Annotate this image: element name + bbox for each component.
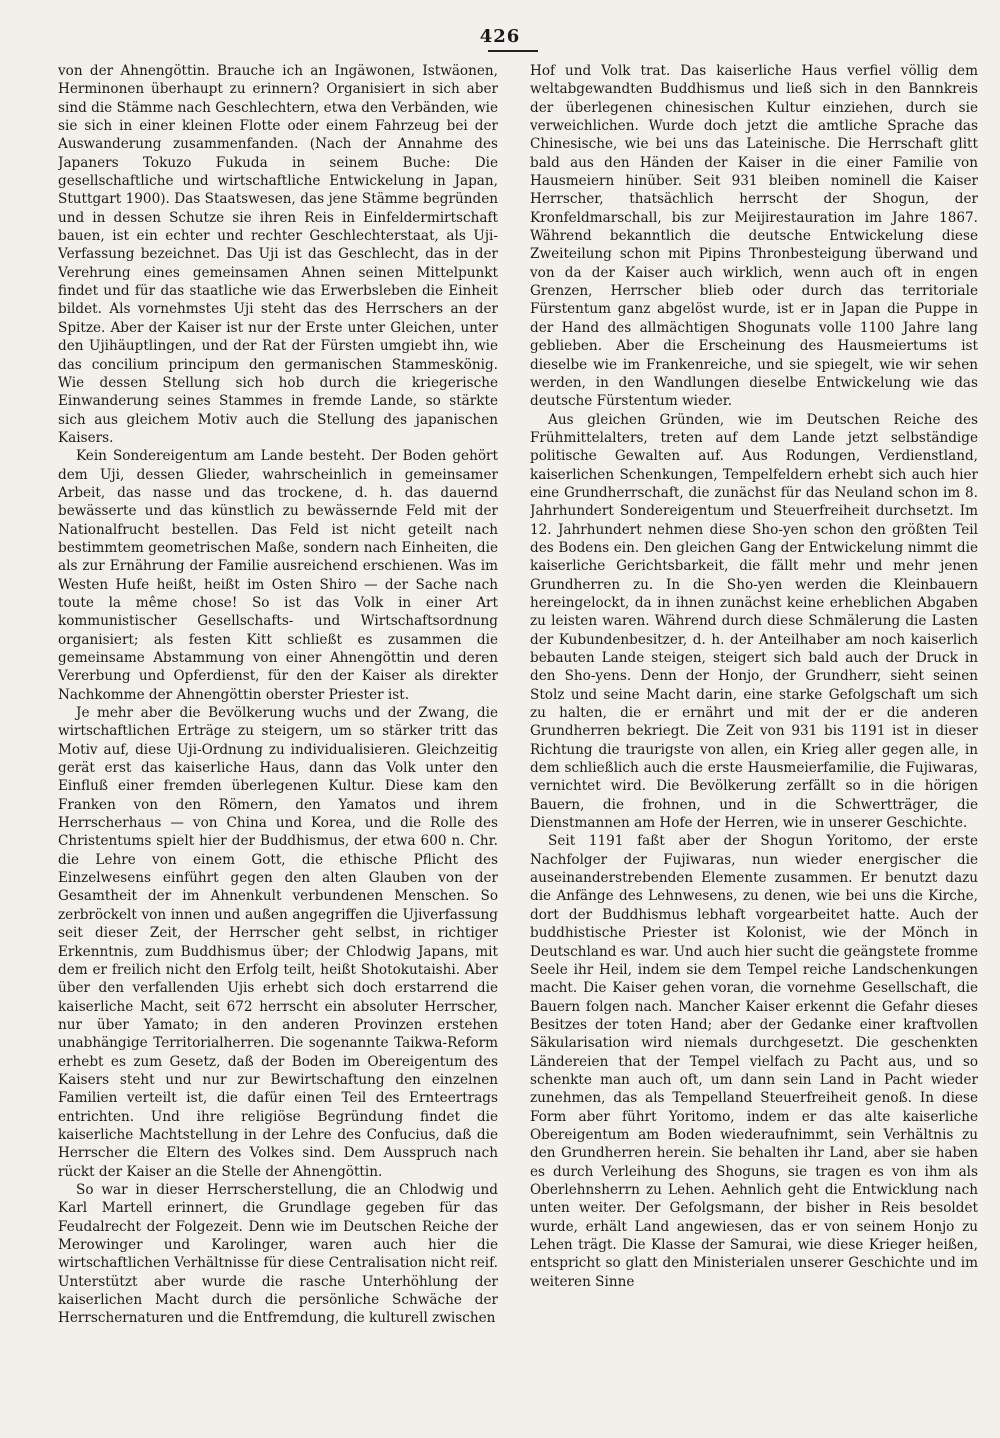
left-paragraph-1: von der Ahnengöttin. Brauche ich an Ingäwonen, Istwäonen, Herminonen überhaupt zu erinnern? Organisiert in sich aber sind die Stämme nach Geschlechtern, etwa den Verbänden, wie sie sich in einer kleinen Flotte oder einem Fahrzeug bei der Auswanderung zusammenfanden. (Nach der Annahme des Japaners Tokuzo Fukuda in seinem Buche: Die gesellschaftliche und wirtschaftliche Entwickelung in Japan, Stuttgart 1900). Das Staatswesen, das jene Stämme begründen und in dessen Schutze sie ihren Reis in Einfeldermirtschaft bauen, ist ein echter und rechter Geschlechterstaat, als Uji-Verfassung bezeichnet. Das Uji ist das Geschlecht, das in der Verehrung eines gemeinsamen Ahnen seinen Mittelpunkt findet und für das staatliche wie das Erwerbsleben die Einheit bildet. Als vornehmstes Uji steht das des Herrschers an der Spitze. Aber der Kaiser ist nur der Erste unter Gleichen, unter den Ujihäuptlingen, und der Rat der Fürsten umgiebt ihn, wie das concilium principum den germanischen Stammeskönig. Wie dessen Stellung sich hob durch die kriegerische Einwanderung seines Stammes in fremde Lande, so stärkte sich aus gleichem Motiv auch die Stellung des japanischen Kaisers. (58, 63, 498, 446)
right-column (530, 62, 978, 1407)
left-paragraph-3: Je mehr aber die Bevölkerung wuchs und der Zwang, die wirtschaftlichen Erträge zu steigern, um so stärker tritt das Motiv auf, diese Uji-Ordnung zu individualisieren. Gleichzeitig gerät erst das kaiserliche Haus, dann das Volk unter den Einfluß einer fremden überlegenen Kultur. Diese kam den Franken von den Römern, den Yamatos und ihrem Herrscherhaus — von China und Korea, und die Rolle des Christentums spielt hier der Buddhismus, der etwa 600 n. Chr. die Lehre von einem Gott, die ethische Pflicht des Einzelwesens einführt gegen den alten Glauben von der Gesamtheit der im Ahnenkult verbundenen Menschen. So zerbröckelt von innen und außen angegriffen die Ujiverfassung seit dieser Zeit, der Herrscher geht selbst, in richtiger Erkenntnis, zum Buddhismus über; der Chlodwig Japans, mit dem er freilich nicht den Erfolg teilt, heißt Shotokutaishi. Aber über den verfallenden Ujis erhebt sich doch erstarrend die kaiserliche Macht, seit 672 herrscht ein absoluter Herrscher, nur über Yamato; in den anderen Provinzen erstehen unabhängige Territorialherren. Die sogenannte Taikwa-Reform erhebt es zum Gesetz, daß der Boden im Obereigentum des Kaisers steht und nur zur Bewirtschaftung den einzelnen Familien verteilt ist, die dafür einen Teil des Ernteertrags entrichten. Und ihre religiöse Begründung findet die kaiserliche Machtstellung in der Lehre des Confucius, daß die Herrscher die Eltern des Volkes sind. Dem Ausspruch nach rückt der Kaiser an die Stelle der Ahnengöttin. (58, 705, 498, 1180)
right-paragraph-2: Aus gleichen Gründen, wie im Deutschen Reiche des Frühmittelalters, treten auf dem Lande jetzt selbständige politische Gewalten auf. Aus Rodungen, Verdienstland, kaiserlichen Schenkungen, Tempelfeldern erhebt sich auch hier eine Grundherrschaft, die zunächst für das Neuland schon im 8. Jahrhundert Sondereigentum und Steuerfreiheit durchsetzt. Im 12. Jahrhundert nehmen diese Sho-yen schon den größten Teil des Bodens ein. Den gleichen Gang der Entwickelung nimmt die kaiserliche Gerichtsbarkeit, die fällt mehr und mehr jenen Grundherren zu. In die Sho-yen werden die Kleinbauern hereingelockt, da in ihnen zunächst keine erheblichen Abgaben zu leisten waren. Während durch diese Schmälerung die Lasten der Kubundenbesitzer, d. h. der Anteilhaber am noch kaiserlich bebauten Lande steigen, steigert sich bald auch der Druck in den Sho-yens. Denn der Honjo, der Grundherr, sieht seinen Stolz und seine Macht darin, eine starke Gefolgschaft um sich zu halten, die er ernährt und mit der er die anderen Grundherren bekriegt. Die Zeit von 931 bis 1191 ist in dieser Richtung die traurigste von allen, ein Krieg aller gegen alle, in dem schließlich auch die erste Hausmeierfamilie, die Fujiwaras, vernichtet wird. Die Bevölkerung zerfällt so in die hörigen Bauern, die frohnen, und in die Schwertträger, die Dienstmannen am Hofe der Herren, wie in unserer Geschichte. (530, 411, 978, 832)
page-number-rule (488, 50, 538, 52)
left-column (58, 62, 498, 1407)
left-paragraph-4: So war in dieser Herrscherstellung, die an Chlodwig und Karl Martell erinnert, die Grundlage gegeben für das Feudalrecht der Folgezeit. Denn wie im Deutschen Reiche der Merowinger und Karolinger, waren auch hier die wirtschaftlichen Verhältnisse für diese Centralisation nicht reif. Unterstützt aber wurde die rasche Unterhöhlung der kaiserlichen Macht durch die persönliche Schwäche der Herrschernaturen und die Entfremdung, die kulturell zwischen (58, 1181, 498, 1327)
left-paragraph-2: Kein Sondereigentum am Lande besteht. Der Boden gehört dem Uji, dessen Glieder, wahrscheinlich in gemeinsamer Arbeit, das nasse und das trockene, d. h. das dauernd bewässerte und das künstlich zu bewässernde Feld mit der Nationalfrucht bestellen. Das Feld ist nicht geteilt nach bestimmtem geometrischen Maße, sondern nach Einheiten, die als zur Ernährung der Familie ausreichend erschienen. Was im Westen Hufe heißt, heißt im Osten Shiro — der Sache nach toute la même chose! So ist das Volk in einer Art kommunistischer Gesellschafts- und Wirtschaftsordnung organisiert; als festen Kitt schließt es zusammen die gemeinsame Abstammung von einer Ahnengöttin und deren Vererbung und Opferdienst, für den der Kaiser als direkter Nachkomme der Ahnengöttin oberster Priester ist. (58, 448, 498, 703)
page-number: 426 (479, 26, 521, 47)
right-paragraph-1: Hof und Volk trat. Das kaiserliche Haus verfiel völlig dem weltabgewandten Buddhismus und ließ sich in den Bannkreis der überlegenen chinesischen Kultur einziehen, durch sie verweichlichen. Wurde doch jetzt die amtliche Sprache das Chinesische, wie bei uns das Lateinische. Die Herrschaft glitt bald aus den Händen der Kaiser in die einer Familie von Hausmeiern hinüber. Seit 931 bleiben nominell die Kaiser Herrscher, thatsächlich herrscht der Shogun, der Kronfeldmarschall, bis zur Meijirestauration im Jahre 1867. Während bekanntlich die deutsche Entwickelung diese Zweiteilung schon mit Pipins Thronbesteigung überwand und von da der Kaiser auch wirklich, wenn auch oft in engen Grenzen, Herrscher blieb oder durch das territoriale Fürstentum ganz abgelöst wurde, ist er in Japan die Puppe in der Hand des allmächtigen Shogunats volle 1100 Jahre lang geblieben. Aber die Erscheinung des Hausmeiertums ist dieselbe wie im Frankenreiche, und sie spiegelt, wie wir sehen werden, in den Wandlungen dieselbe Entwickelung wie das deutsche Fürstentum wieder. (530, 63, 978, 410)
right-paragraph-3: Seit 1191 faßt aber der Shogun Yoritomo, der erste Nachfolger der Fujiwaras, nun wieder energischer die auseinanderstrebenden Elemente zusammen. Er benutzt dazu die Anfänge des Lehnwesens, zu denen, wie bei uns die Kirche, dort der Buddhismus lebhaft vorgearbeitet hatte. Auch der buddhistische Priester ist Kolonist, wie der Mönch in Deutschland es war. Und auch hier sucht die geängstete fromme Seele ihr Heil, indem sie dem Tempel reiche Landschenkungen macht. Die Kaiser gehen voran, die vornehme Gesellschaft, die Bauern folgen nach. Mancher Kaiser erkennt die Gefahr dieses Besitzes der toten Hand; aber der Gedanke einer kraftvollen Säkularisation wird niemals durchgesetzt. Die geschenkten Ländereien that der Tempel vielfach zu Pacht aus, und so schenkte man auch oft, um dann sein Land in Pacht wieder zunehmen, das als Tempelland Steuerfreiheit genoß. In diese Form aber führt Yoritomo, indem er das alte kaiserliche Obereigentum am Boden wiederaufnimmt, sein Verhältnis zu den Grundherren herein. Sie behalten ihr Land, aber sie haben es durch Verleihung des Shoguns, sie tragen es von ihm als Oberlehnsherrn zu Lehen. Aehnlich geht die Entwicklung nach unten weiter. Der Gefolgsmann, der bisher in Reis besoldet wurde, erhält Land angewiesen, das er von seinem Honjo zu Lehen trägt. Die Klasse der Samurai, wie diese Krieger heißen, entspricht so glatt den Ministerialen unserer Geschichte und im weiteren Sinne (530, 833, 978, 1290)
